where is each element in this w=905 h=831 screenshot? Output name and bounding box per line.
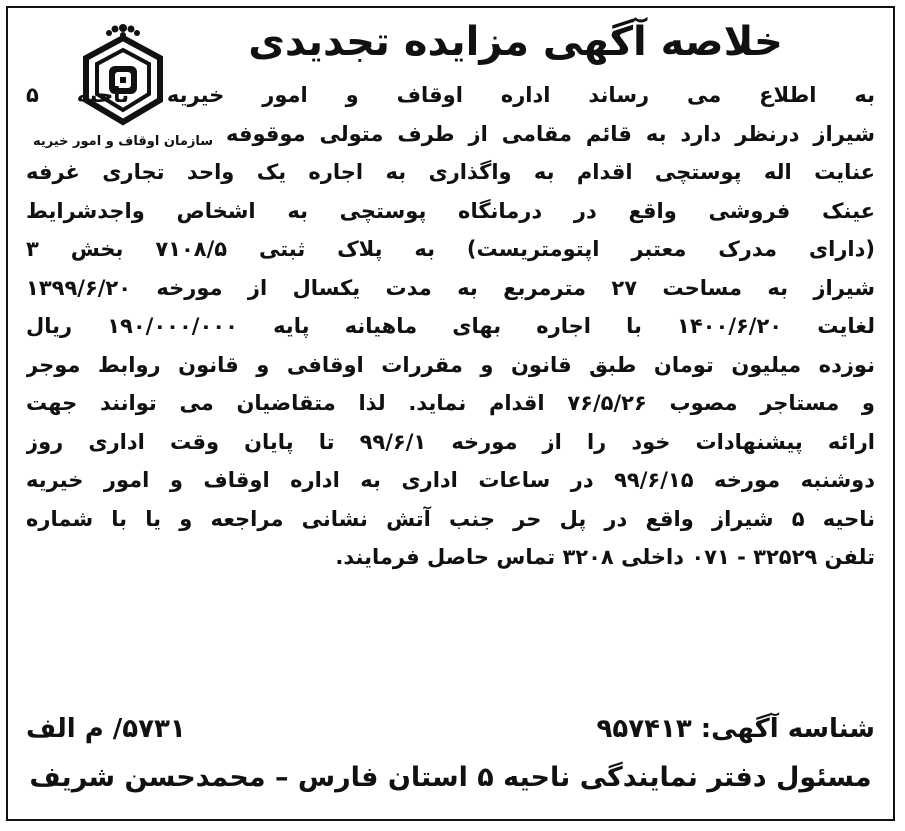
organization-name: سازمان اوقاف و امور خیریه (32, 134, 214, 149)
body-line: ناحیه ۵ شیراز واقع در پل حر جنب آتش نشانی مراجعه و یا با شماره (26, 506, 875, 531)
body-line: ارائه پیشنهادات خود را از مورخه ۹۹/۶/۱ تا پایان وقت اداری روز (26, 429, 875, 454)
body-line: عینک فروشی واقع در درمانگاه پوستچی به اشخاص واجدشرایط (26, 198, 875, 223)
body-line: لغایت ۱۴۰۰/۶/۲۰ با اجاره بهای ماهیانه پایه ۱۹۰/۰۰۰/۰۰۰ ریال (26, 314, 875, 338)
reference-code: ۵۷۳۱/ م الف (26, 714, 186, 744)
notice-body (26, 76, 875, 577)
body-line: عنایت اله پوستچی اقدام به واگذاری به اجاره یک واحد تجاری غرفه (26, 160, 875, 184)
notice-signature-line: مسئول دفتر نمایندگی ناحیه ۵ استان فارس – محمدحسن شریف (29, 762, 872, 793)
body-line: تلفن ۳۲۵۲۹ - ۰۷۱ داخلی ۳۲۰۸ تماس حاصل فرمایند. (335, 545, 875, 569)
body-line: و مستاجر مصوب ۷۶/۵/۲۶ اقدام نماید. لذا متقاضیان می توانند جهت (26, 391, 875, 415)
body-line: شیراز به مساحت ۲۷ مترمربع به مدت یکسال از مورخه ۱۳۹۹/۶/۲۰ (26, 275, 875, 300)
ad-identifier: شناسه آگهی: ۹۵۷۴۱۳ (596, 714, 875, 744)
notice-title: خلاصه آگهی مزایده تجدیدی (248, 19, 783, 65)
body-line: به اطلاع می رساند اداره اوقاف و امور خیریه ناحیه ۵ (26, 83, 875, 107)
body-line: (دارای مدرک معتبر اپتومتریست) به پلاک ثبتی ۷۱۰۸/۵ بخش ۳ (26, 237, 875, 261)
notice-frame (6, 6, 895, 821)
identifier-row (26, 714, 875, 758)
body-line: شیراز درنظر دارد به قائم مقامی از طرف متولی موقوفه (226, 121, 875, 146)
body-line: دوشنبه مورخه ۹۹/۶/۱۵ در ساعات اداری به اداره اوقاف و امور خیریه (26, 468, 875, 492)
body-line: نوزده میلیون تومان طبق قانون و مقررات اوقافی و قانون روابط موجر (26, 352, 875, 377)
